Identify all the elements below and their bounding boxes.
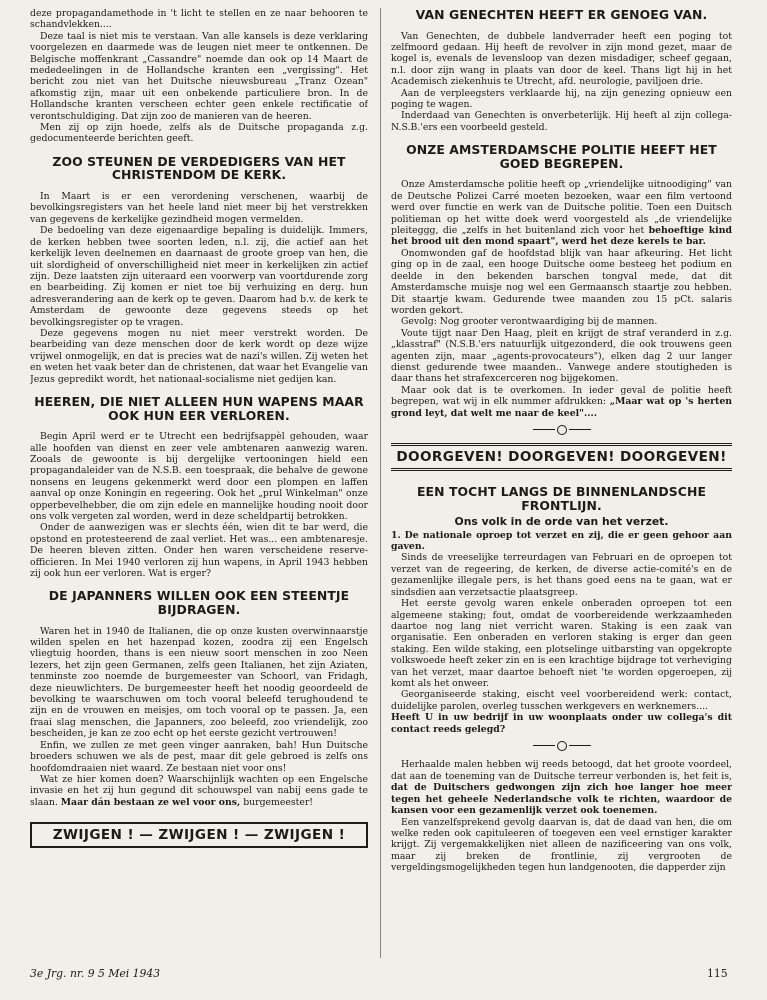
frontlijn-question (391, 712, 732, 735)
frontlijn-paragraph-4-text: Herhaalde malen hebben wij reeds betoogd, dat het groote voordeel, dat aan de toeneming van de Duitsche terreur verbonden is, het feit is, (391, 759, 732, 782)
japanners-paragraph-3-text: Wat ze hier komen doen? Waarschijnlijk wachten op een Engelsche invasie en het zij hun gegund dit schouwspel van nabij eens gade te slaan. (30, 773, 368, 808)
issue-info: 3e Jrg. nr. 9 5 Mei 1943 (30, 967, 161, 980)
politie-paragraph-1 (391, 179, 732, 247)
politie-paragraph-1-bold: behoeftige kind het brood uit den mond spaart", werd het deze kerels te bar. (391, 225, 732, 248)
genechten-paragraph-1: Van Genechten, de dubbele landverrader heeft een poging tot zelfmoord gedaan. Hij heeft de revolver in zijn mond gezet, maar de kogel is, evenals de levensloop van dezen misdadiger, scheef gegaan, n.l. door zijn wang in plaats van door de keel. Thans ligt hij in het Academisch ziekenhuis te Utrecht, afd. neurologie, paviljoen drie. (391, 30, 732, 88)
christendom-paragraph-3: Deze gegevens mogen nu niet meer verstrekt worden. De bearbeiding van deze menschen door de kerk wordt op deze wijze vrijwel onmogelijk, en dat is precies wat de nazi's willen. Zij weten het en weten het vaak beter dan de christenen, dat waar het Evangelie van Jezus gepredikt wordt, het nationaal-socialisme niet gedijen kan. (30, 327, 368, 385)
christendom-paragraph-1: In Maart is er een verordening verschenen, waarbij de bevolkingsregisters van het heele land niet meer bij het verstrekken van gegevens de kerkelijke gezindheid mogen vermelden. (30, 191, 368, 225)
politie-last-text: Maar ook dat is te overkomen. In ieder geval de politie heeft begrepen, wat wij in elk nummer afdrukken: (391, 384, 732, 408)
page-number: 115 (707, 967, 728, 980)
politie-last-bold: „Maar wat op 's herten grond leyt, dat welt me naar de keel".... (391, 396, 732, 419)
japanners-bold-end: Maar dán bestaan ze wel voor ons, (60, 796, 241, 808)
politie-paragraph-2: Onomwonden gaf de hoofdstad blijk van haar afkeuring. Het licht ging op in de zaal, een hooge Duitsche oome besteeg het podium en deelde in den bekenden barschen tongval mede, dat dit Amsterdamsche muisje nog wel een Germaansch staartje zou hebben. Dit staartje kwam. Gedurende twee maanden zou 15 pCt. salaris worden gekort. (391, 247, 732, 316)
genechten-paragraph-3: Inderdaad van Genechten is onverbeterlijk. Hij heeft al zijn collega-N.S.B.'ers een voorbeeld gesteld. (391, 110, 732, 133)
frontlijn-paragraph-4 (391, 759, 732, 816)
japanners-end: burgemeester! (240, 796, 314, 808)
genechten-paragraph-2: Aan de verpleegsters verklaarde hij, na zijn genezing opnieuw een poging te wagen. (391, 87, 732, 111)
frontlijn-question-bold: Heeft U in uw bedrijf in uw woonplaats onder uw collega's dit contact reeds gelegd? (391, 712, 732, 735)
frontlijn-paragraph-5: Een vanzelfsprekend gevolg daarvan is, dat de daad van hen, die om welke reden ook capituleeren of toegeven een veel ernstiger karakter krijgt. Zij vergemakkelijken niet alleen de nazificeering van ons volk, maar zij breken de frontlinie, zij vergrooten de vergeldingsmogelijkheden tegen hun landgenooten, die dapperder zijn (391, 816, 732, 874)
politie-paragraph-4: Voute tijgt naar Den Haag, pleit en krijgt de straf veranderd in z.g. „klasstraf" (N.S.B.'ers natuurlijk uitgezonderd, die ook trouwens geen agenten zijn, maar „agents-provocateurs"), elken dag 2 uur langer dienst gedurende twee maanden.. Vanwege andere stoutigheden is daar thans het strafexcerceren nog bijgekomen. (391, 327, 732, 385)
politie-paragraph-5 (391, 385, 732, 419)
japanners-paragraph-2: Enfin, we zullen ze met geen vinger aanraken, bah! Hun Duitsche broeders schuwen we als de pest, maar dit gele gebroed is zelfs ons hoofdomdraaien niet waard. Ze bestaan niet voor ons! (30, 739, 368, 774)
heeren-paragraph-2: Onder de aanwezigen was er slechts één, wien dit te bar werd, die opstond en protesteerend de zaal verliet. Het was... een ambtenaresje. De heeren bleven zitten. Onder hen waren verscheidene reserve-officieren. In Mei 1940 verloren zij hun wapens, in April 1943 hebben zij ook hun eer verloren. Wat is erger? (30, 522, 368, 580)
zwijgen-banner: ZWIJGEN ! — ZWIJGEN ! — ZWIJGEN ! (30, 822, 368, 848)
frontlijn-point-text: De nationale oproep tot verzet en zij, die er geen gehoor aan gaven. (391, 529, 732, 553)
intro-paragraph-3: Men zij op zijn hoede, zelfs als de Duitsche propaganda z.g. gedocumenteerde berichten geeft. (30, 122, 368, 145)
politie-paragraph-3: Gevolg: Nog grooter verontwaardiging bij de mannen. (401, 316, 658, 328)
section-separator-2 (391, 741, 732, 752)
article-subtitle-frontlijn: Ons volk in de orde van het verzet. (454, 514, 669, 528)
politie-paragraph-1-text: Onze Amsterdamsche politie heeft op „vriendelijke uitnoodiging" van de Deutsche Polizei Carré moeten bezoeken, waar een film vertoond werd over functie en werk van de Duitsche politie. Toen een Duitsch politieman op het witte doek werd voorgesteld als „de vriendelijke pleiteggg, die „zelfs in het buitenland zich voor het (391, 179, 732, 237)
frontlijn-paragraph-3: Georganiseerde staking, eischt veel voorbereidend werk: contact, duidelijke parolen, overleg tusschen werkgevers en werknemers.... (391, 689, 732, 712)
frontlijn-point-1 (391, 530, 732, 553)
japanners-paragraph-3 (30, 774, 368, 808)
doorgeven-banner: DOORGEVEN! DOORGEVEN! DOORGEVEN! (391, 443, 732, 471)
article-title-genechten: VAN GENECHTEN HEEFT ER GENOEG VAN. (415, 8, 708, 22)
frontlijn-paragraph-4-bold: dat de Duitschers gedwongen zijn zich hoe langer hoe meer tegen het geheele Nederlandsche volk te richten, waardoor de kansen voor een gezamenlijk verzet ook toenemen. (391, 782, 732, 817)
left-column (30, 8, 368, 958)
right-column (391, 8, 732, 958)
article-title-heeren: HEEREN, DIE NIET ALLEEN HUN WAPENS MAAR OOK HUN EER VERLOREN. (34, 393, 364, 423)
christendom-paragraph-2: De bedoeling van deze eigenaardige bepaling is duidelijk. Immers, de kerken hebben twee soorten leden, n.l. zij, die actief aan het kerkelijk leven deelnemen en daarnaast de groote groep van hen, die uit slordigheid of onverschilligheid niet meer in kerkelijken zin actief zijn. Deze laatsten zijn uiteraard een voorwerp van voortdurende zorg en bearbeiding. Zij komen er niet toe bij verhuizing en derg. hun adresverandering aan de kerk op te geven. Daarom had b.v. de kerk te Amsterdam de gewoonte deze gegevens steeds op het bevolkingsregister op te vragen. (30, 225, 368, 328)
intro-paragraph-2: Deze taal is niet mis te verstaan. Van alle kansels is deze verklaring voorgelezen en daarmede was de leugen niet meer te ontkennen. De Belgische moffenkrant „Cassandre" noemde dan ook op 14 Maart de mededeelingen in de Hollandsche kranten een „vergissing". Het bericht zou niet van het Duitsche nieuwsbureau „Tranz Ozean" afkomstig zijn, maar uit een onbekende particuliere bron. In de Hollandsche kranten verscheen echter geen enkele rectificatie of verontschuldiging. Dat zijn zoo de manieren van de heeren. (30, 30, 368, 122)
frontlijn-point-number: 1. (391, 529, 401, 541)
frontlijn-paragraph-1: Sinds de vreeselijke terreurdagen van Februari en de oproepen tot verzet van de regeering, de kerken, de diverse actie-comité's en de gezamenlijke illegale pers, is het thans goed eens na te gaan, wat er sindsdien aan verzetsactie plaatsgreep. (391, 552, 732, 598)
section-separator-1 (391, 425, 732, 436)
article-title-frontlijn: EEN TOCHT LANGS DE BINNENLANDSCHE FRONTLIJN. (416, 484, 707, 514)
article-title-politie: ONZE AMSTERDAMSCHE POLITIE HEEFT HET GOED BEGREPEN. (406, 142, 717, 171)
frontlijn-paragraph-2: Het eerste gevolg waren enkele onberaden oproepen tot een algemeene staking; fout, omdat de voorbereidende werkzaamheden daartoe nog lang niet verricht waren. Staking is een zaak van organisatie. Een onberaden en verloren staking is erger dan geen staking. Een wilde staking, een plotselinge uitbarsting van opgekropte volkswoede heeft zeker zin en is een krachtige bijdrage tot verheviging van het verzet, maar daartoe behoeft niet 'te worden opgeroepen, zij komt als het onweer. (391, 598, 732, 689)
intro-paragraph-1: deze propagandamethode in 't licht te stellen en ze naar behooren te schandvlekken.... (30, 8, 368, 31)
article-title-japanners: DE JAPANNERS WILLEN OOK EEN STEENTJE BIJDRAGEN. (48, 588, 350, 618)
japanners-paragraph-1: Waren het in 1940 de Italianen, die op onze kusten overwinnaarstje wilden spelen en het hazenpad kozen, zoodra zij een Engelsch vliegtuig hoorden, thans is een nieuw soort menschen in zoo Neen lezers, het zijn geen Germanen, zelfs geen Italianen, het zijn Aziaten, tenminste zoo noemde de burgemeester van Schoorl, van Fridagh, deze nieuwlichters. De burgemeester heeft het noodig geoordeeld de bevolking te waarschuwen om toch vooral beleefd terughoudend te zijn en de vrouwen en meisjes, om toch vooral op te passen. Ja, een fraai slag menschen, die Japanners, zoo beleefd, zoo vriendelijk, zoo bescheiden, je kan ze zoo echt op het eerste gezicht vertrouwen! (30, 625, 368, 740)
column-divider (380, 8, 381, 958)
heeren-paragraph-1: Begin April werd er te Utrecht een bedrijfsappèl gehouden, waar alle hoofden van dienst en zeer vele ambtenaren aanwezig waren. Zooals de gewoonte is bij dergelijke vertooningen hield een propagandaleider van de N.S.B. een toespraak, die behalve de gewone nonsens en leugens gekenmerkt werd door een plompen en laffen aanval op onze Koningin en regeering. Ook het „prul Winkelman" onze opperbevelhebber, die om zijn edele en mannelijke houding nooit door ons volk vergeten zal worden, werd in deze scheldpartij betrokken. (30, 431, 368, 522)
article-title-christendom: ZOO STEUNEN DE VERDEDIGERS VAN HET CHRISTENDOM DE KERK. (52, 153, 346, 183)
